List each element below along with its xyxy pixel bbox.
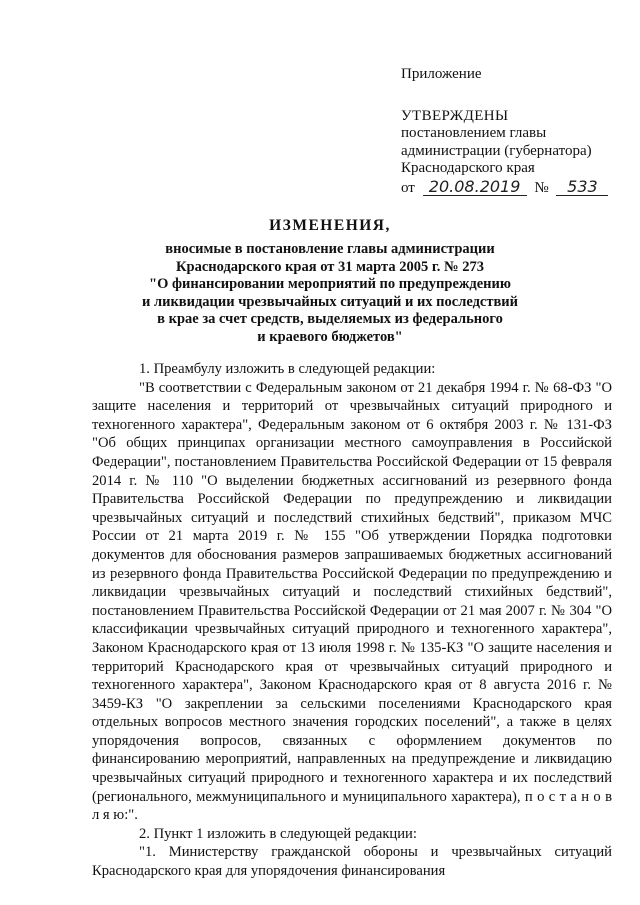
heading-line: в крае за счет средств, выделяемых из федерального [157, 311, 503, 328]
heading-line: вносимые в постановление главы администрации [165, 241, 495, 257]
document-body [92, 360, 612, 881]
body-paragraph: "В соответствии с Федеральным законом от 21 декабря 1994 г. № 68-ФЗ "О защите населения и территорий от чрезвычайных ситуаций природного и техногенного характера", Федеральным законом от 6 октября 2003 г. № 131-ФЗ "Об общих принципах организации местного самоуправления в Российской Федерации", постановлением Правительства Российской Федерации от 15 февраля 2014 г. № 110 "О выделении бюджетных ассигнований из резервного фонда Правительства Российской Федерации по предупреждению и ликвидации чрезвычайных ситуаций и последствий стихийных бедствий", приказом МЧС России от 21 марта 2019 г. № 155 "Об утверждении Порядка подготовки документов для обоснования размеров запрашиваемых бюджетных ассигнований из резервного фонда Правительства Российской Федерации по предупреждению и ликвидации чрезвычайных ситуаций и последствий стихийных бедствий", постановлением Правительства Российской Федерации от 21 мая 2007 г. № 304 "О классификации чрезвычайных ситуаций природного и техногенного характера", Законом Краснодарского края от 13 июля 1998 г. № 135-КЗ "О защите населения и территорий Краснодарского края от чрезвычайных ситуаций природного и техногенного характера", Законом Краснодарского края от 8 августа 2016 г. № 3459-КЗ "О закреплении за сельскими поселениями Краснодарского края отдельных вопросов местного значения городских поселений", а также в целях упорядочения вопросов, связанных с оформлением документов по финансированию мероприятий, направленных на предупреждение и ликвидацию чрезвычайных ситуаций природного и техногенного характера и их последствий (регионального, межмуниципального и муниципального характера), п о с т а н о в л я ю:". [92, 379, 612, 824]
body-paragraph: 2. Пункт 1 изложить в следующей редакции: [139, 825, 417, 842]
heading-line: и ликвидации чрезвычайных ситуаций и их последствий [141, 293, 519, 310]
heading-line: и краевого бюджетов" [257, 328, 403, 345]
document-heading [100, 217, 560, 347]
from-label: от [401, 179, 415, 196]
heading-line: "О финансировании мероприятий по предупреждению [149, 276, 511, 293]
heading-line: Краснодарского края от 31 марта 2005 г. № 273 [176, 258, 484, 275]
approval-line: администрации (губернатора) [401, 142, 592, 159]
body-paragraph: 1. Преамбулу изложить в следующей редакции: [139, 361, 436, 377]
approved-label: УТВЕРЖДЕНЫ [401, 107, 509, 124]
number-sign: № [534, 179, 549, 196]
annex-label: Приложение [401, 66, 482, 82]
approval-line: постановлением главы [401, 125, 547, 141]
approval-date-number-line [401, 178, 631, 198]
approval-line: Краснодарского края [401, 160, 535, 176]
approval-block [401, 66, 631, 197]
handwritten-date: 20.08.2019 [423, 178, 527, 196]
body-paragraph: "1. Министерству гражданской обороны и чрезвычайных ситуаций Краснодарского края для упорядочения финансирования [92, 844, 612, 880]
handwritten-number: 533 [556, 178, 608, 196]
heading-title: ИЗМЕНЕНИЯ, [269, 217, 391, 234]
